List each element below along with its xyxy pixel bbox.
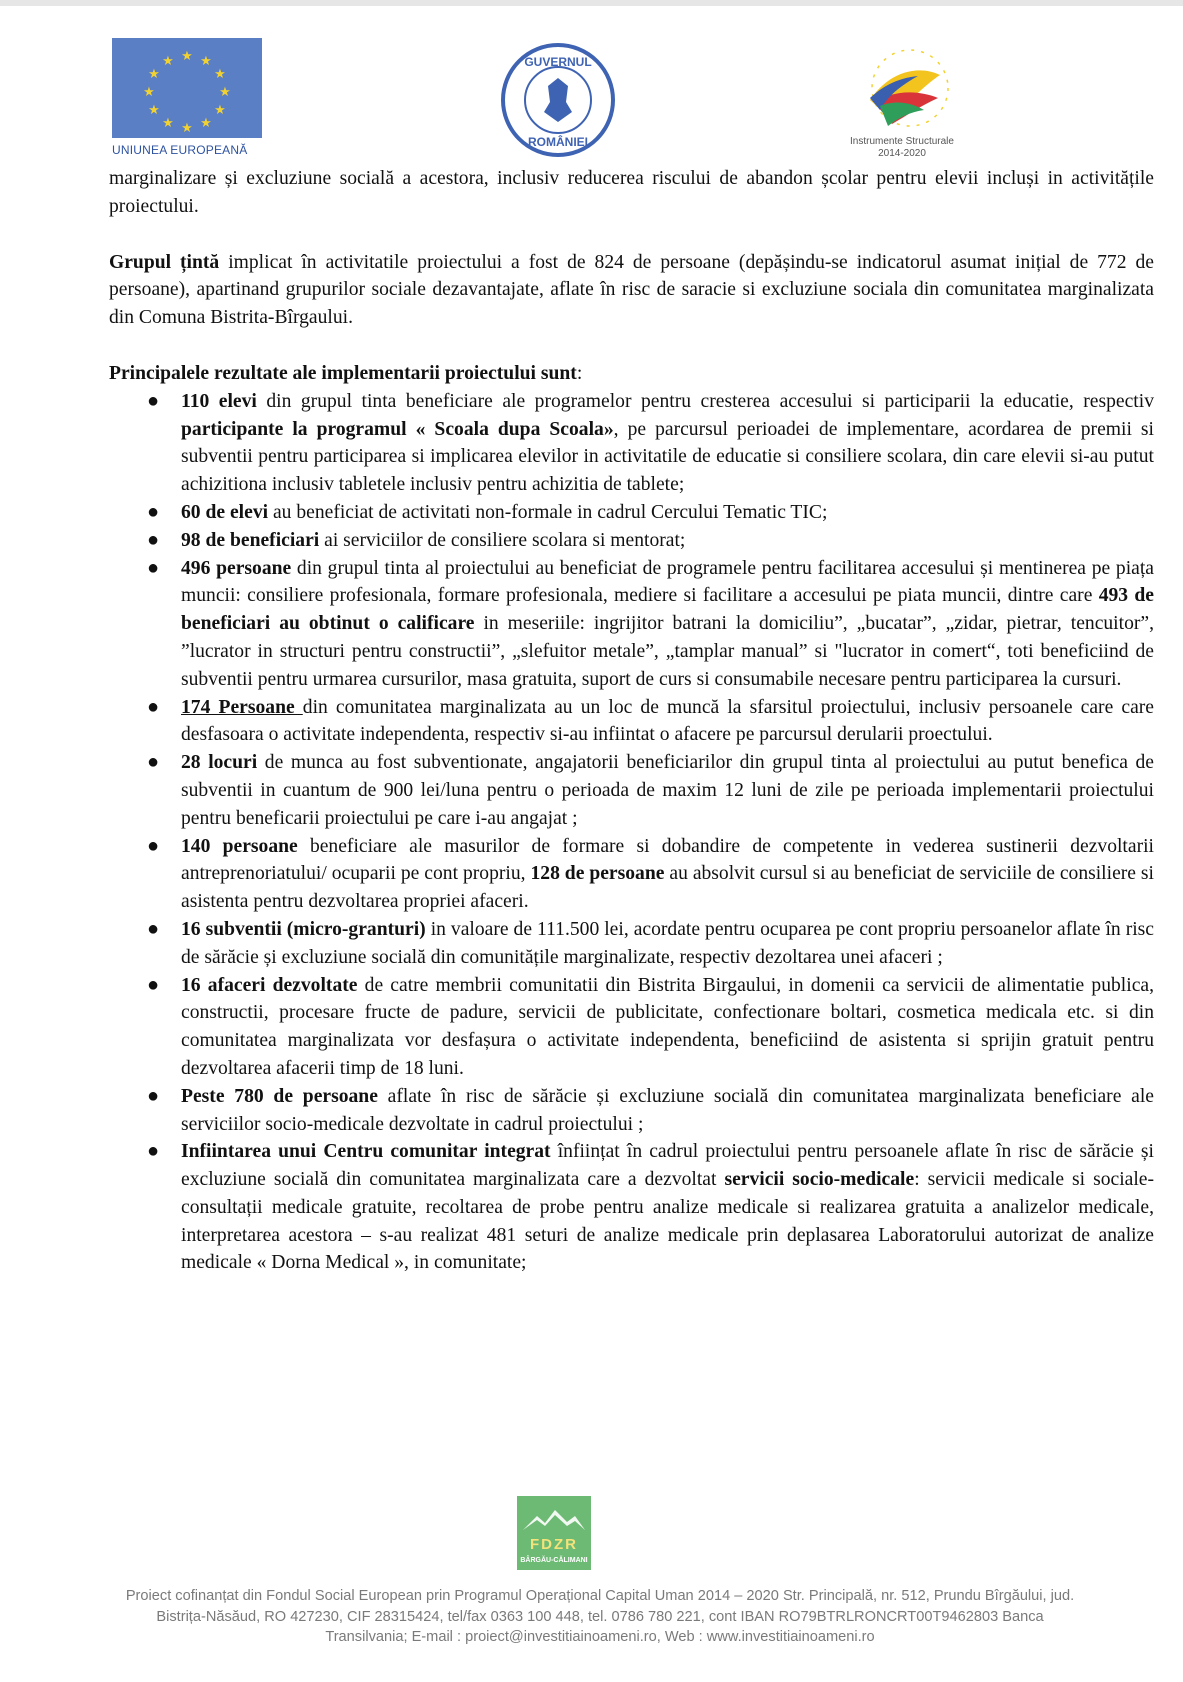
document-body [109, 165, 1154, 1277]
svg-text:★: ★ [181, 121, 193, 136]
is-caption-line2: 2014-2020 [878, 148, 926, 159]
target-group-label: Grupul țintă [109, 251, 220, 273]
results-heading: Principalele rezultate ale implementarii proiectului sunt: [109, 362, 583, 384]
svg-text:★: ★ [214, 103, 226, 118]
logo-header [0, 32, 1183, 164]
list-item: ● 16 subventii (micro-granturi) in valoare de 111.500 lei, acordate pentru ocuparea pe cont propriu persoanelor aflate în risc de sărăcie și excluziune socială din comunitățile marginalizate, respectiv dezoltarea unei afaceri ; [147, 917, 1154, 968]
list-item: ● Peste 780 de persoane aflate în risc de sărăcie și excluziune socială din comunitatea marginalizata beneficiare ale serviciilor socio-medicale dezvoltate in cadrul proiectului ; [147, 1084, 1154, 1135]
svg-text:★: ★ [200, 54, 212, 69]
structural-instruments-logo [840, 40, 980, 150]
svg-text:★: ★ [200, 116, 212, 131]
svg-text:★: ★ [214, 67, 226, 82]
list-item: ● Infiintarea unui Centru comunitar integrat înființat în cadrul proiectului pentru persoanele aflate în risc de sărăcie și excluziune socială din comunitatea marginalizata care a dezvoltat servicii socio-medicale: servicii medicale si sociale- consultații medicale gratuite, recoltarea de probe pentru analize medicale si realizarea gratuita a analizelor medicale, interpretarea acestora – s-au realizat 481 seturi de analize medicale prin deplasarea Laboratorului autorizat de analize medicale « Dorna Medical », in comunitate; [147, 1140, 1155, 1274]
footer-line-2: Bistrița-Năsăud, RO 427230, CIF 28315424, tel/fax 0363 100 448, tel. 0786 780 221, cont IBAN RO79BTRLRONCRT00T9462803 Banca [156, 1608, 1044, 1625]
results-heading-text: Principalele rezultate ale implementarii proiectului sunt [109, 362, 577, 384]
results-list [109, 388, 1154, 1278]
top-border [0, 0, 1183, 6]
eu-caption: UNIUNEA EUROPEANĂ [112, 143, 248, 157]
fdzr-logo-subtext: BÂRGĂU-CĂLIMANI [520, 1557, 588, 1564]
footer-contact [100, 1586, 1100, 1648]
gov-text-bottom: ROMÂNIEI [528, 135, 588, 149]
svg-text:★: ★ [148, 103, 160, 118]
structural-instruments-caption [832, 136, 972, 160]
target-group-paragraph [109, 249, 1154, 332]
fdzr-logo-text: FDZR [530, 1536, 578, 1553]
intro-paragraph: marginalizare și excluziune socială a acestora, inclusiv reducerea riscului de abandon școlar pentru elevii incluși in activitățile proiectului. [109, 168, 1154, 217]
svg-text:★: ★ [181, 49, 193, 64]
list-item: ● 174 Persoane din comunitatea marginalizata au un loc de muncă la sfarsitul proiectului, inclusiv persoanele care care desfasoara o activitate independenta, respectiv si-au infiintat o afacere pe parcursul derularii proectului. [147, 695, 1154, 746]
list-item: ● 110 elevi din grupul tinta beneficiare ale programelor pentru cresterea accesului si participarii la educatie, respectiv participante la programul « Scoala dupa Scoala», pe parcursul perioadei de implementare, acordarea de premii si subventii pentru participarea si implicarea elevilor in activitatile de educatie si consiliere scolara, din care elevii si-au putut achizitiona inclusiv tabletele inclusiv pentru achizitia de tablete; [147, 389, 1154, 496]
list-item: ● 16 afaceri dezvoltate de catre membrii comunitatii din Bistrita Birgaului, in domenii ca servicii de alimentatie publica, constructii, procesare fructe de padure, servicii de publicitate, confectionare boltari, cosmetica medicala etc. si din comunitatea marginalizata vor desfașura o activitate independenta, beneficiind de asistenta si sprijin gratuit pentru dezvoltarea afacerii timp de 18 luni. [147, 973, 1154, 1079]
fdzr-logo [517, 1496, 591, 1570]
list-item: ● 28 locuri de munca au fost subventionate, angajatorii beneficiarilor din grupul tinta al proiectului au putut benefica de subventii in cuantum de 900 lei/luna pentru o perioada de maxim 12 luni de zile pe perioada implementarii proiectului pentru beneficarii proiectului pe care i-au angajat ; [147, 751, 1155, 829]
svg-text:★: ★ [148, 67, 160, 82]
government-seal-logo [500, 42, 616, 158]
svg-text:★: ★ [162, 116, 174, 131]
eu-flag-logo [112, 38, 262, 138]
list-item: ● 98 de beneficiari ai serviciilor de consiliere scolara si mentorat; [147, 528, 686, 551]
list-item: ● 496 persoane din grupul tinta al proiectului au beneficiat de programele pentru facilitarea accesului și mentinerea pe piața muncii: consiliere profesionala, formare profesionala, mediere si facilitare a accesului pe piata muncii, dintre care 493 de beneficiari au obtinut o calificare in meseriile: ingrijitor batrani la domiciliu”, „bucatar”, „zidar, pietrar, tencuitor”, ”lucrator in structuri pentru constructii”, „slefuitor metale”, „tamplar manual” si "lucrator in comert“, toti beneficiind de subventii pentru urmarea cursurilor, masa gratuita, suport de curs si consumabile necesare pentru participarea la cursuri. [147, 556, 1154, 690]
svg-text:★: ★ [219, 85, 231, 100]
footer-line-1: Proiect cofinanțat din Fondul Social European prin Programul Operațional Capital Uman 2014 – 2020 Str. Principală, nr. 512, Prundu Bîrgăului, jud. [125, 1588, 1075, 1604]
list-item: ● 140 persoane beneficiare ale masurilor de formare si dobandire de competente in vederea sustinerii dezvoltarii antreprenoriatului/ ocuparii pe cont propriu, 128 de persoane au absolvit cursul si au beneficiat de serviciile de consiliere si asistenta pentru dezvoltarea propriei afaceri. [147, 834, 1154, 913]
gov-text-top: GUVERNUL [524, 55, 592, 69]
footer-line-3: Transilvania; E-mail : proiect@investitiainoameni.ro, Web : www.investitiainoameni.ro [325, 1629, 875, 1645]
svg-text:★: ★ [162, 54, 174, 69]
list-item: ● 60 de elevi au beneficiat de activitati non-formale in cadrul Cercului Tematic TIC; [147, 500, 828, 523]
svg-text:★: ★ [143, 85, 155, 100]
target-group-text: implicat în activitatile proiectului a fost de 824 de persoane (depășindu-se indicatorul asumat inițial de 772 de persoane), apartinand grupurilor sociale dezavantajate, aflate în risc de saracie si excluziune sociala din comunitatea marginalizata din Comuna Bistrita-Bîrgaului. [109, 251, 1154, 329]
is-caption-line1: Instrumente Structurale [850, 136, 954, 147]
